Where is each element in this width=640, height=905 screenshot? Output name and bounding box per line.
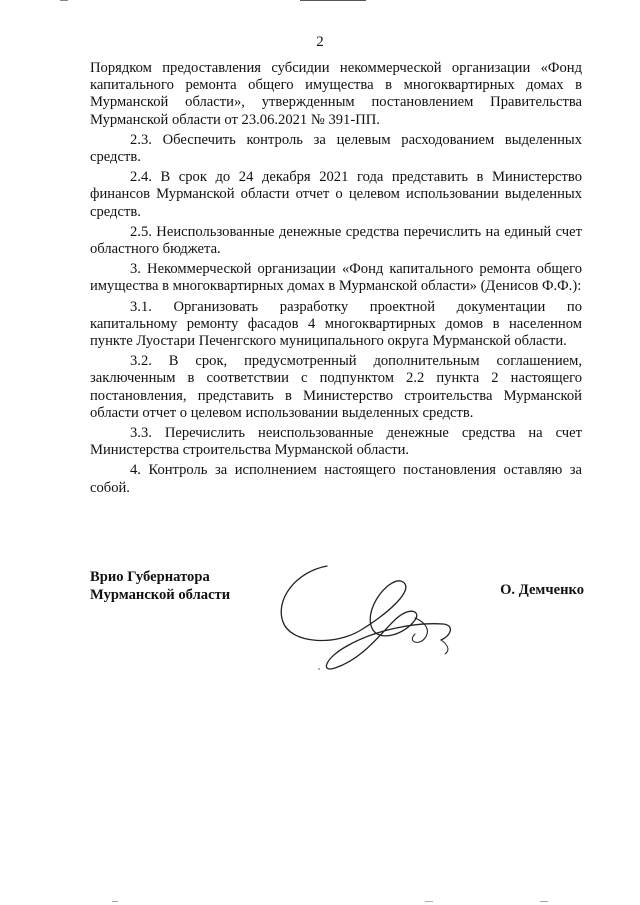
signer-title-line-1: Врио Губернатора [90, 569, 210, 585]
scan-speck [318, 668, 320, 670]
signer-name: О. Демченко [500, 582, 584, 598]
paragraph-4: 4. Контроль за исполнением настоящего постановления оставляю за собой. [90, 462, 582, 496]
signer-title-line-2: Мурманской области [90, 587, 231, 603]
bottom-mark [112, 901, 118, 902]
paragraph-3-1: 3.1. Организовать разработку проектной документации по капитальному ремонту фасадов 4 многоквартирных домов в населенном пункте Луостари Печенгского муниципального округа Мурманской области. [90, 298, 582, 350]
paragraph-3-2: 3.2. В срок, предусмотренный дополнительным соглашением, заключенным в соответствии с подпунктом 2.2 пункта 2 настоящего постановления, представить в Министерство строительства Мурманской области отчет о целевом использовании выделенных средств. [90, 353, 582, 421]
paragraph-3: 3. Некоммерческой организации «Фонд капитального ремонта общего имущества в многоквартирных домах в Мурманской области» (Денисов Ф.Ф.): [90, 261, 582, 295]
page-number: 2 [316, 34, 324, 50]
paragraph-2-5: 2.5. Неиспользованные денежные средства перечислить на единый счет областного бюджета. [90, 223, 582, 258]
bottom-mark [425, 901, 433, 902]
bottom-mark [540, 901, 548, 902]
paragraph-2-4: 2.4. В срок до 24 декабря 2021 года представить в Министерство финансов Мурманской области отчет о целевом использовании выделенных средств. [90, 169, 582, 220]
bottom-edge-marks [0, 901, 640, 903]
paragraph-3-3: 3.3. Перечислить неиспользованные денежные средства на счет Министерства строительства Мурманской области. [90, 425, 582, 459]
document-body [90, 60, 582, 500]
signer-title [90, 568, 230, 604]
top-rule [300, 0, 366, 1]
handwritten-signature [265, 560, 465, 675]
paragraph-2-3: 2.3. Обеспечить контроль за целевым расходованием выделенных средств. [90, 131, 582, 166]
top-edge-mark [60, 0, 68, 1]
paragraph-continuation: Порядком предоставления субсидии некоммерческой организации «Фонд капитального ремонта общего имущества в многоквартирных домах в Мурманской области», утвержденным постановлением Правительства Мурманской области от 23.06.2021 № 391-ПП. [90, 60, 582, 128]
